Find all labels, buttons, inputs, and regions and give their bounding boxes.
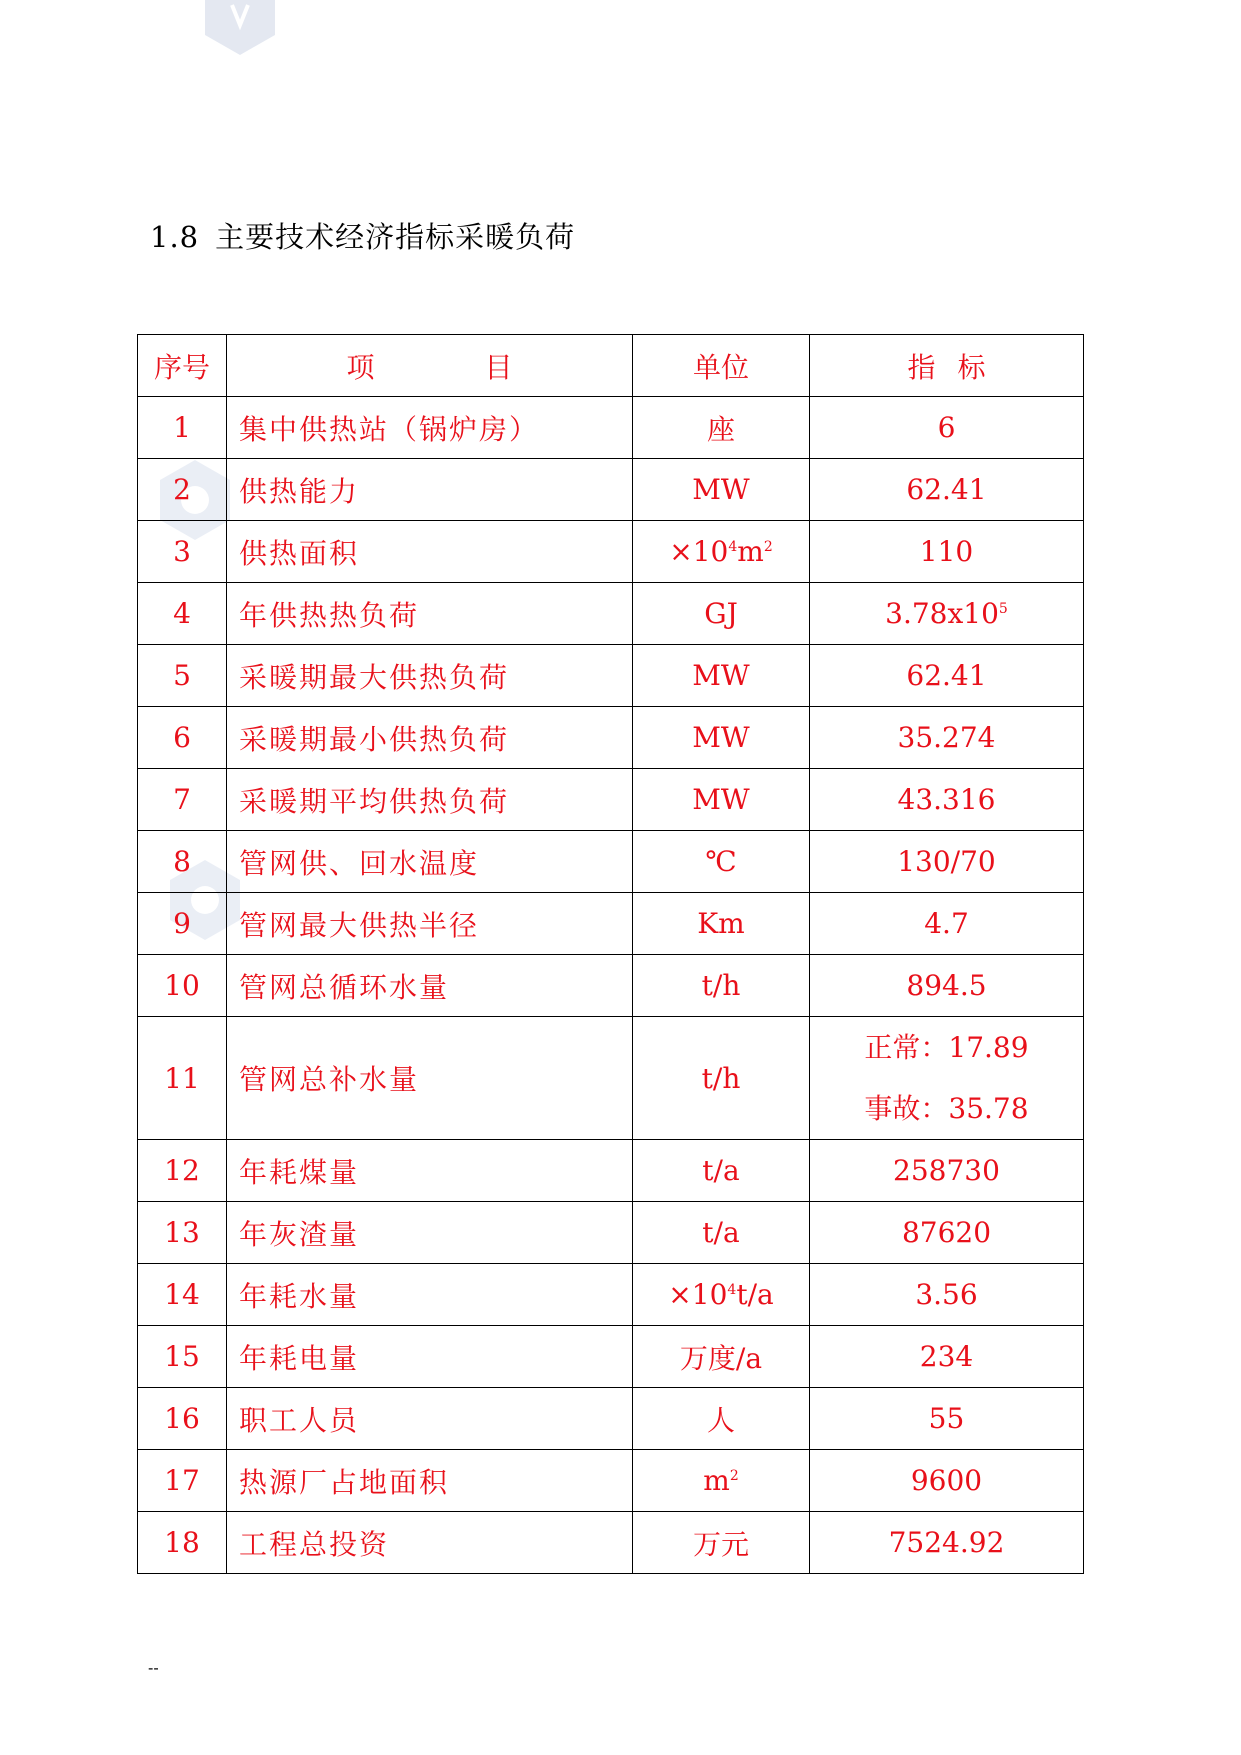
cell-seq: 9 (138, 893, 227, 955)
cell-item: 采暖期平均供热负荷 (227, 769, 633, 831)
section-heading (150, 215, 575, 256)
header-item-left: 项 (346, 350, 375, 384)
table-row (138, 1264, 1084, 1326)
cell-seq: 6 (138, 707, 227, 769)
cell-unit: 人 (633, 1388, 810, 1450)
table-row (138, 397, 1084, 459)
table-row (138, 521, 1084, 583)
unit-suffix: t/a (736, 1278, 774, 1311)
cell-unit: t/a (633, 1140, 810, 1202)
cell-item: 采暖期最大供热负荷 (227, 645, 633, 707)
cell-item: 年供热热负荷 (227, 583, 633, 645)
cell-seq: 4 (138, 583, 227, 645)
cell-value: 4.7 (810, 893, 1084, 955)
table-row (138, 769, 1084, 831)
cell-seq: 18 (138, 1512, 227, 1574)
cell-seq: 10 (138, 955, 227, 1017)
cell-unit (633, 1450, 810, 1512)
cell-unit: MW (633, 645, 810, 707)
page-footer-mark: -- (148, 1660, 159, 1677)
cell-seq: 11 (138, 1017, 227, 1140)
table-row (138, 645, 1084, 707)
unit-suffix: m (737, 535, 764, 568)
cell-item: 采暖期最小供热负荷 (227, 707, 633, 769)
cell-value: 87620 (810, 1202, 1084, 1264)
table-row (138, 1450, 1084, 1512)
value-superscript: 5 (998, 601, 1008, 617)
header-unit: 单位 (633, 335, 810, 397)
header-value (810, 335, 1084, 397)
table-row (138, 955, 1084, 1017)
cell-item: 年耗电量 (227, 1326, 633, 1388)
watermark-logo (180, 0, 300, 59)
cell-unit: MW (633, 707, 810, 769)
cell-value: 6 (810, 397, 1084, 459)
cell-unit: GJ (633, 583, 810, 645)
cell-unit: ℃ (633, 831, 810, 893)
cell-item: 供热能力 (227, 459, 633, 521)
section-title: 主要技术经济指标采暖负荷 (215, 220, 576, 254)
cell-seq: 8 (138, 831, 227, 893)
cell-unit: t/a (633, 1202, 810, 1264)
cell-value: 35.274 (810, 707, 1084, 769)
cell-unit: Km (633, 893, 810, 955)
cell-seq: 16 (138, 1388, 227, 1450)
table-row (138, 707, 1084, 769)
header-seq: 序号 (138, 335, 227, 397)
value-base: 3.78x10 (885, 597, 999, 630)
cell-unit: t/h (633, 1017, 810, 1140)
cell-value: 62.41 (810, 645, 1084, 707)
cell-value (810, 1017, 1084, 1140)
cell-value (810, 583, 1084, 645)
cell-seq: 12 (138, 1140, 227, 1202)
cell-item: 年灰渣量 (227, 1202, 633, 1264)
cell-seq: 7 (138, 769, 227, 831)
unit-prefix: ×10 (669, 535, 729, 568)
cell-unit (633, 521, 810, 583)
cell-unit (633, 1264, 810, 1326)
table-row (138, 1512, 1084, 1574)
cell-item: 管网总补水量 (227, 1017, 633, 1140)
cell-value: 894.5 (810, 955, 1084, 1017)
cell-value: 43.316 (810, 769, 1084, 831)
table-row (138, 1388, 1084, 1450)
cell-value: 3.56 (810, 1264, 1084, 1326)
cell-unit: 座 (633, 397, 810, 459)
cell-value: 7524.92 (810, 1512, 1084, 1574)
cell-item: 管网总循环水量 (227, 955, 633, 1017)
header-item-right: 目 (484, 350, 513, 384)
cell-seq: 3 (138, 521, 227, 583)
unit-superscript: 4 (728, 539, 738, 555)
cell-item: 职工人员 (227, 1388, 633, 1450)
cell-item: 热源厂占地面积 (227, 1450, 633, 1512)
cell-seq: 5 (138, 645, 227, 707)
cell-item: 管网供、回水温度 (227, 831, 633, 893)
table-row (138, 459, 1084, 521)
cell-unit: MW (633, 769, 810, 831)
cell-unit: 万度/a (633, 1326, 810, 1388)
header-value-left: 指 (907, 350, 936, 384)
cell-seq: 14 (138, 1264, 227, 1326)
cell-unit: t/h (633, 955, 810, 1017)
cell-seq: 2 (138, 459, 227, 521)
cell-seq: 15 (138, 1326, 227, 1388)
cell-item: 年耗水量 (227, 1264, 633, 1326)
unit-prefix: ×10 (668, 1278, 728, 1311)
unit-base: m (703, 1464, 730, 1497)
section-number: 1.8 (150, 220, 200, 254)
table-row (138, 1326, 1084, 1388)
header-value-right: 标 (957, 350, 986, 384)
table-row (138, 831, 1084, 893)
cell-value: 234 (810, 1326, 1084, 1388)
unit-superscript: 2 (729, 1468, 739, 1484)
cell-item: 集中供热站（锅炉房） (227, 397, 633, 459)
cell-value: 9600 (810, 1450, 1084, 1512)
cell-value: 55 (810, 1388, 1084, 1450)
indicators-table (137, 334, 1084, 1574)
cell-value: 130/70 (810, 831, 1084, 893)
cell-value: 258730 (810, 1140, 1084, 1202)
cell-value: 62.41 (810, 459, 1084, 521)
cell-seq: 13 (138, 1202, 227, 1264)
cell-seq: 1 (138, 397, 227, 459)
cell-item: 工程总投资 (227, 1512, 633, 1574)
unit-superscript: 2 (763, 539, 773, 555)
unit-superscript: 4 (727, 1282, 737, 1298)
cell-unit: 万元 (633, 1512, 810, 1574)
cell-item: 管网最大供热半径 (227, 893, 633, 955)
value-accident: 事故：35.78 (864, 1092, 1029, 1125)
cell-unit: MW (633, 459, 810, 521)
cell-item: 供热面积 (227, 521, 633, 583)
table-row (138, 893, 1084, 955)
cell-value: 110 (810, 521, 1084, 583)
cell-seq: 17 (138, 1450, 227, 1512)
cell-item: 年耗煤量 (227, 1140, 633, 1202)
value-normal: 正常：17.89 (864, 1031, 1029, 1064)
table-row (138, 1140, 1084, 1202)
table-row (138, 1202, 1084, 1264)
table-row (138, 1017, 1084, 1140)
table-row (138, 583, 1084, 645)
header-item (227, 335, 633, 397)
table-header-row (138, 335, 1084, 397)
